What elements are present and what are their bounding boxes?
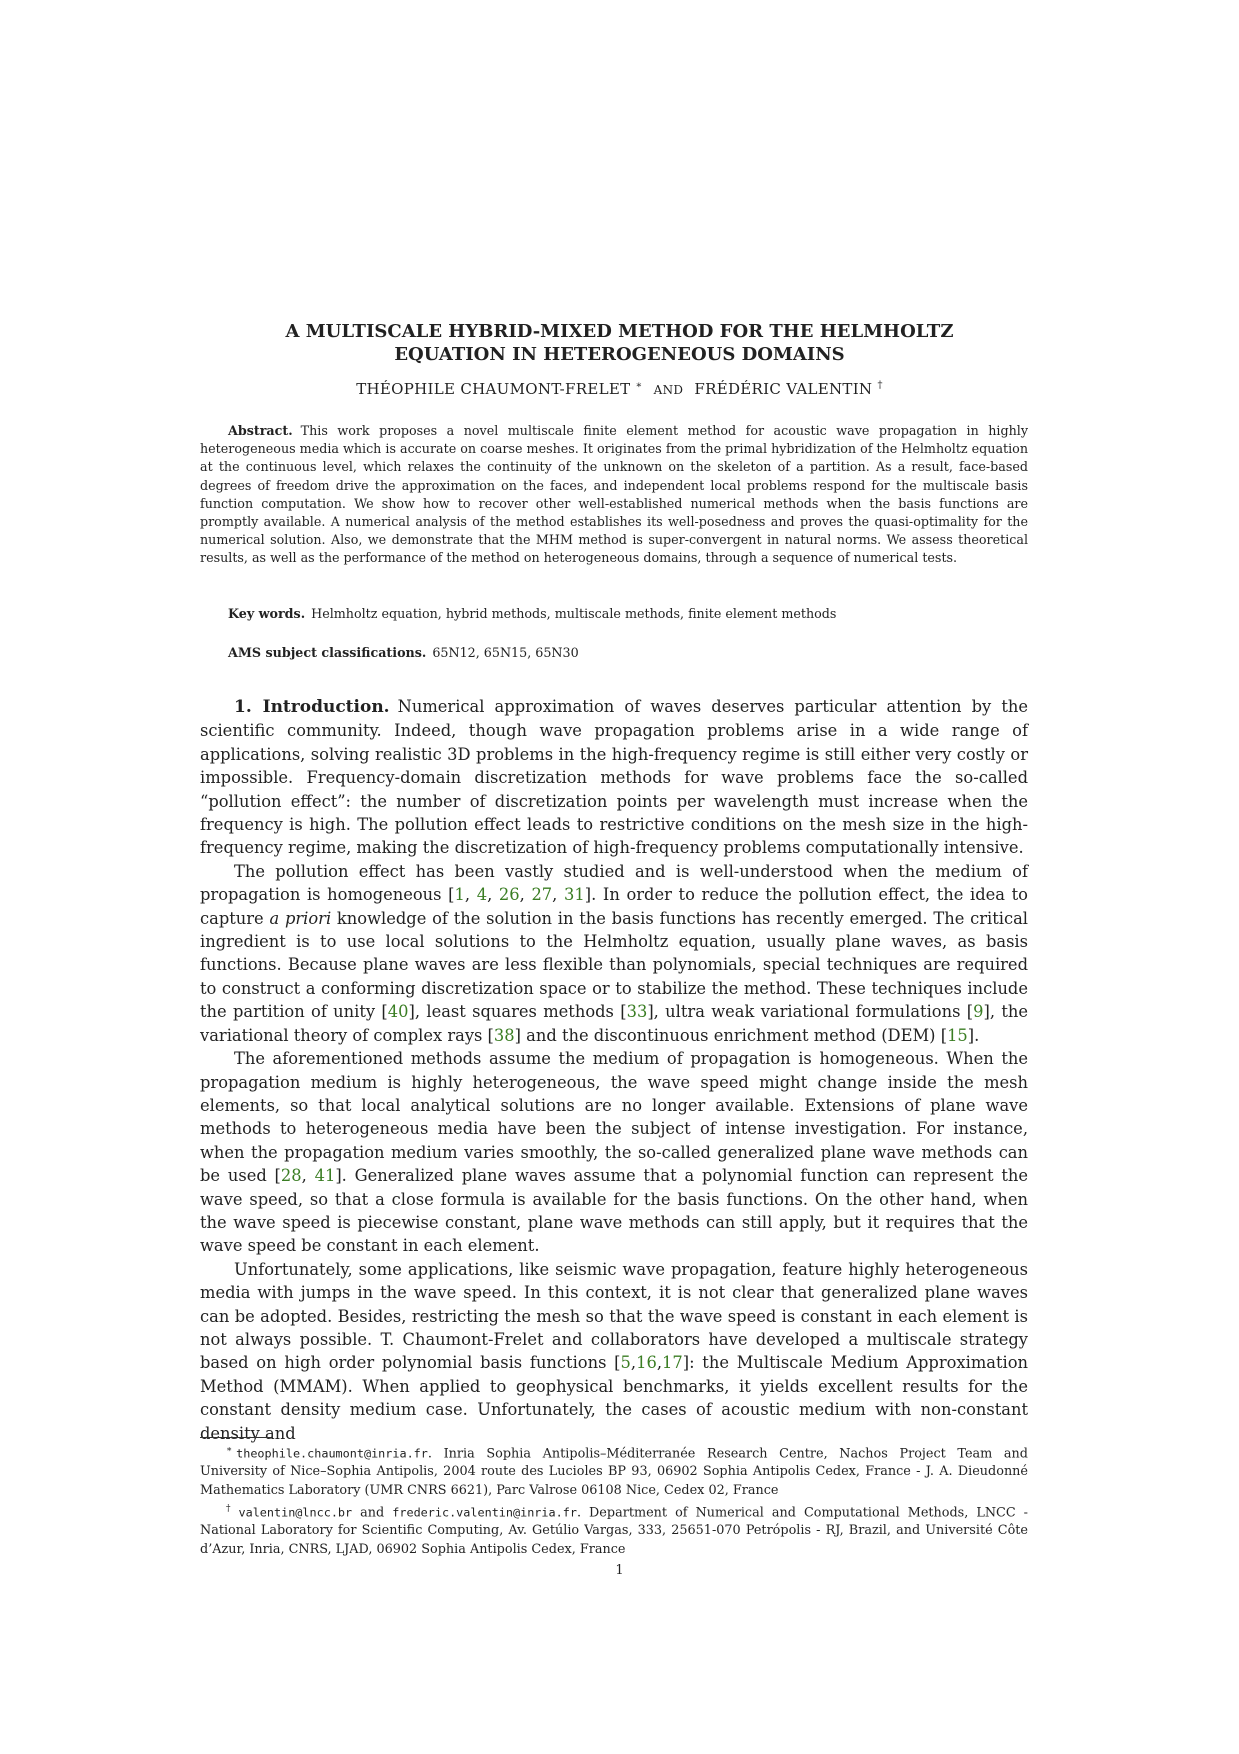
citation-link[interactable]: 17 (662, 1353, 683, 1373)
section-heading: 1. Introduction. (234, 697, 390, 717)
citation-link[interactable]: 4 (476, 885, 488, 905)
title-line-2: EQUATION IN HETEROGENEOUS DOMAINS (394, 344, 845, 365)
abstract-label: Abstract. (228, 423, 293, 438)
intro-paragraph-1: 1. Introduction. Numerical approximation of waves deserves particular attention by the scientific community. Indeed, though wave propagation problems arise in a wide range of applications, solving realistic 3D problems in the high-frequency regime is still either very costly or impossible. Frequency-domain discretization methods for wave problems face the so-called “pollution effect”: the number of discretization points per wavelength must increase when the frequency is high. The pollution effect leads to restrictive conditions on the mesh size in the high-frequency regime, making the discretization of high-frequency problems computationally intensive. (200, 697, 1028, 858)
footnote-mark-2: † (877, 380, 883, 391)
citation-link[interactable]: 31 (564, 885, 585, 905)
citation-link[interactable]: 26 (498, 885, 520, 905)
key-words (228, 606, 836, 621)
key-words-text: Helmholtz equation, hybrid methods, multiscale methods, finite element methods (311, 606, 837, 621)
citation-link[interactable]: 5 (620, 1353, 631, 1373)
citation-link[interactable]: 27 (531, 885, 553, 905)
citation-link[interactable]: 15 (947, 1025, 968, 1045)
email-link[interactable]: valentin@lncc.br (238, 1505, 353, 1520)
author-valentin: FRÉDÉRIC VALENTIN (694, 380, 873, 398)
author-separator: AND (653, 383, 684, 397)
ams-text: 65N12, 65N15, 65N30 (432, 645, 579, 660)
footnote-mark-1: ∗ (635, 380, 643, 391)
paper-title (200, 320, 1039, 366)
intro-paragraph-3: The aforementioned methods assume the medium of propagation is homogeneous. When the propagation medium is highly heterogeneous, the wave speed might change inside the mesh elements, so that local analytical solutions are no longer available. Extensions of plane wave methods to heterogeneous media have been the subject of intense investigation. For instance, when the propagation medium varies smoothly, the so-called generalized plane wave methods can be used [28, 41]. Generalized plane waves assume that a polynomial function can represent the wave speed, so that a close formula is available for the basis functions. On the other hand, when the wave speed is piecewise constant, plane wave methods can still apply, but it requires that the wave speed be constant in each element. (200, 1049, 1028, 1256)
author-list (200, 380, 1039, 398)
introduction-section (200, 695, 1028, 1445)
citation-link[interactable]: 16 (636, 1353, 657, 1373)
citation-link[interactable]: 28 (280, 1166, 302, 1186)
abstract-text: This work proposes a novel multiscale finite element method for acoustic wave propagation in highly heterogeneous media which is accurate on coarse meshes. It originates from the primal hybridization of the Helmholtz equation at the continuous level, which relaxes the continuity of the unknown on the skeleton of a partition. As a result, face-based degrees of freedom drive the approximation on the faces, and independent local problems respond for the multiscale basis function computation. We show how to recover other well-established numerical methods when the basis functions are promptly available. A numerical analysis of the method establishes its well-posedness and proves the quasi-optimality for the numerical solution. Also, we demonstrate that the MHM method is super-convergent in natural norms. We assess theoretical results, as well as the performance of the method on heterogeneous domains, through a sequence of numerical tests. (200, 423, 1028, 566)
citation-link[interactable]: 9 (973, 1002, 984, 1022)
footnote-1: ∗ theophile.chaumont@inria.fr. Inria Sophia Antipolis–Méditerranée Research Centre, Nachos Project Team and University of Nice–Sophia Antipolis, 2004 route des Lucioles BP 93, 06902 Sophia Antipolis Cedex, France - J. A. Dieudonné Mathematics Laboratory (UMR CNRS 6621), Parc Valrose 06108 Nice, Cedex 02, France (200, 1445, 1028, 1498)
key-words-label: Key words. (228, 606, 306, 621)
email-link[interactable]: frederic.valentin@inria.fr (392, 1505, 577, 1520)
title-line-1: A MULTISCALE HYBRID-MIXED METHOD FOR THE HELMHOLTZ (285, 321, 954, 342)
intro-paragraph-4: Unfortunately, some applications, like seismic wave propagation, feature highly heterogeneous media with jumps in the wave speed. In this context, it is not clear that generalized plane waves can be adopted. Besides, restricting the mesh so that the wave speed is constant in each element is not always possible. T. Chaumont-Frelet and collaborators have developed a multiscale strategy based on high order polynomial basis functions [5,16,17]: the Multiscale Medium Approximation Method (MMAM). When applied to geophysical benchmarks, it yields excellent results for the constant density medium case. Unfortunately, the cases of acoustic medium with non-constant density and (200, 1259, 1029, 1443)
intro-paragraph-2: The pollution effect has been vastly studied and is well-understood when the medium of propagation is homogeneous [1, 4, 26, 27, 31]. In order to reduce the pollution effect, the idea to capture a priori knowledge of the solution in the basis functions has recently emerged. The critical ingredient is to use local solutions to the Helmholtz equation, usually plane waves, as basis functions. Because plane waves are less flexible than polynomials, special techniques are required to construct a conforming discretization space or to stabilize the method. These techniques include the partition of unity [40], least squares methods [33], ultra weak variational formulations [9], the variational theory of complex rays [38] and the discontinuous enrichment method (DEM) [15]. (200, 861, 1029, 1045)
footnote-rule (200, 1437, 271, 1438)
ams-label: AMS subject classifications. (228, 645, 427, 660)
footnotes (200, 1441, 1028, 1559)
author-chaumont-frelet: THÉOPHILE CHAUMONT-FRELET (356, 380, 631, 398)
citation-link[interactable]: 41 (314, 1166, 336, 1186)
abstract (200, 422, 1028, 568)
citation-link[interactable]: 33 (626, 1002, 648, 1022)
footnote-2: † valentin@lncc.br and frederic.valentin@inria.fr. Department of Numerical and Computational Methods, LNCC - National Laboratory for Scientific Computing, Av. Getúlio Vargas, 333, 25651-070 Petrópolis - RJ, Brazil, and Université Côte d’Azur, Inria, CNRS, LJAD, 06902 Sophia Antipolis Cedex, France (200, 1503, 1028, 1557)
ams-classifications (228, 645, 579, 660)
citation-link[interactable]: 40 (387, 1002, 409, 1022)
citation-link[interactable]: 1 (454, 885, 465, 905)
page-number: 1 (615, 1563, 624, 1578)
citation-link[interactable]: 38 (493, 1025, 515, 1045)
email-link[interactable]: theophile.chaumont@inria.fr (236, 1446, 428, 1461)
